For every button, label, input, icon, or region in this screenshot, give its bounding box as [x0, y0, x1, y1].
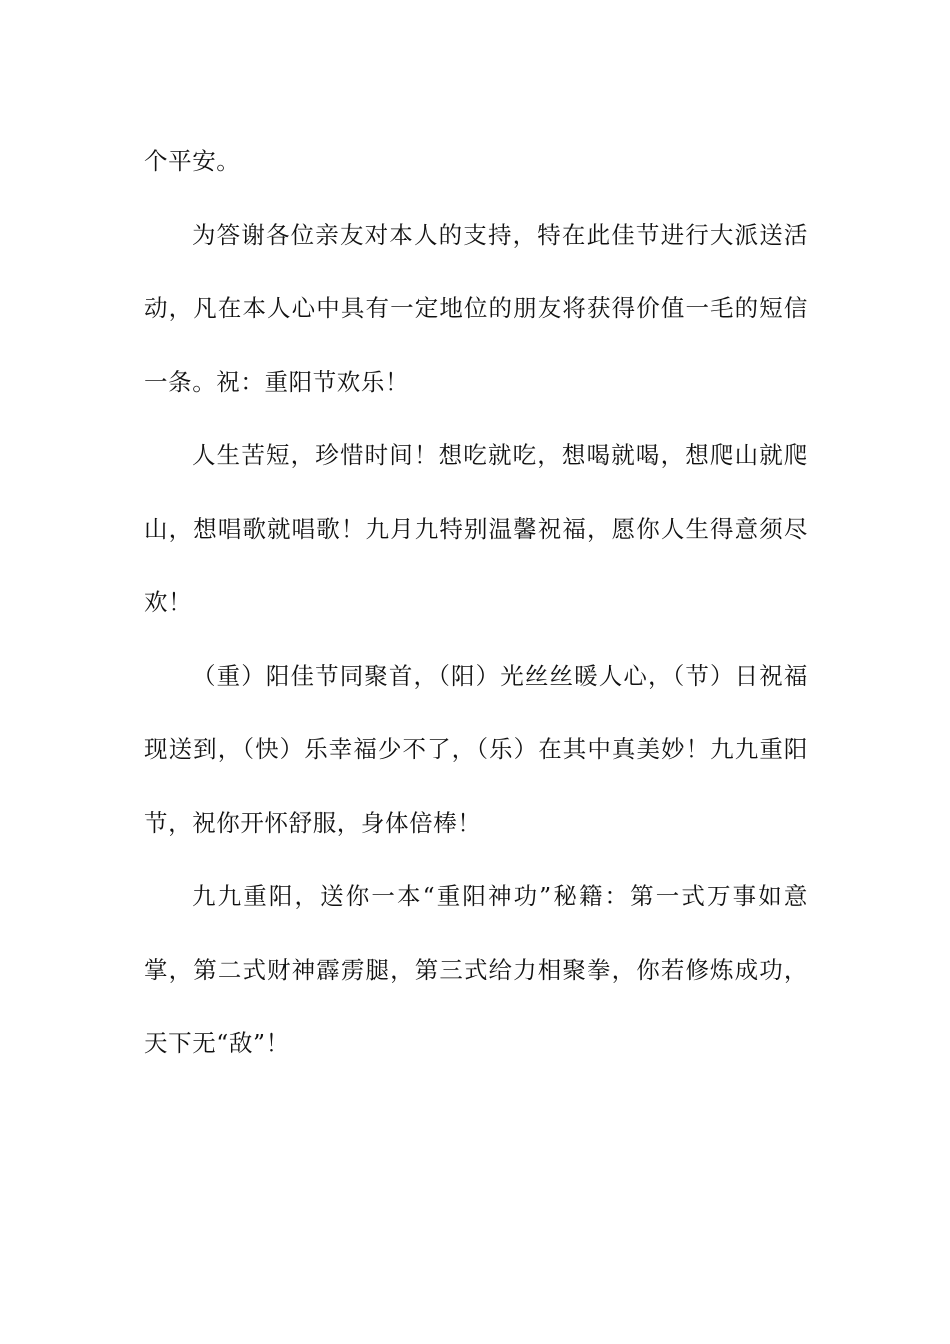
- paragraph-continuation: 个平安。: [144, 147, 241, 175]
- paragraph-life-short: 人生苦短，珍惜时间！想吃就吃，想喝就喝，想爬山就爬山，想唱歌就唱歌！九月九特别温馨祝福，愿你人生得意须尽欢！: [144, 441, 808, 616]
- paragraph-acrostic: （重）阳佳节同聚首，（阳）光丝丝暖人心，（节）日祝福现送到，（快）乐幸福少不了，（乐）在其中真美妙！九九重阳节，祝你开怀舒服，身体倍棒！: [144, 661, 808, 837]
- document-body: [144, 125, 808, 1081]
- paragraph-secret-book: 九九重阳，送你一本“重阳神功”秘籍：第一式万事如意掌，第二式财神霹雳腿，第三式给力相聚拳，你若修炼成功，天下无“敌”！: [144, 882, 808, 1057]
- paragraph-thanks: 为答谢各位亲友对本人的支持，特在此佳节进行大派送活动，凡在本人心中具有一定地位的朋友将获得价值一毛的短信一条。祝：重阳节欢乐！: [144, 220, 808, 396]
